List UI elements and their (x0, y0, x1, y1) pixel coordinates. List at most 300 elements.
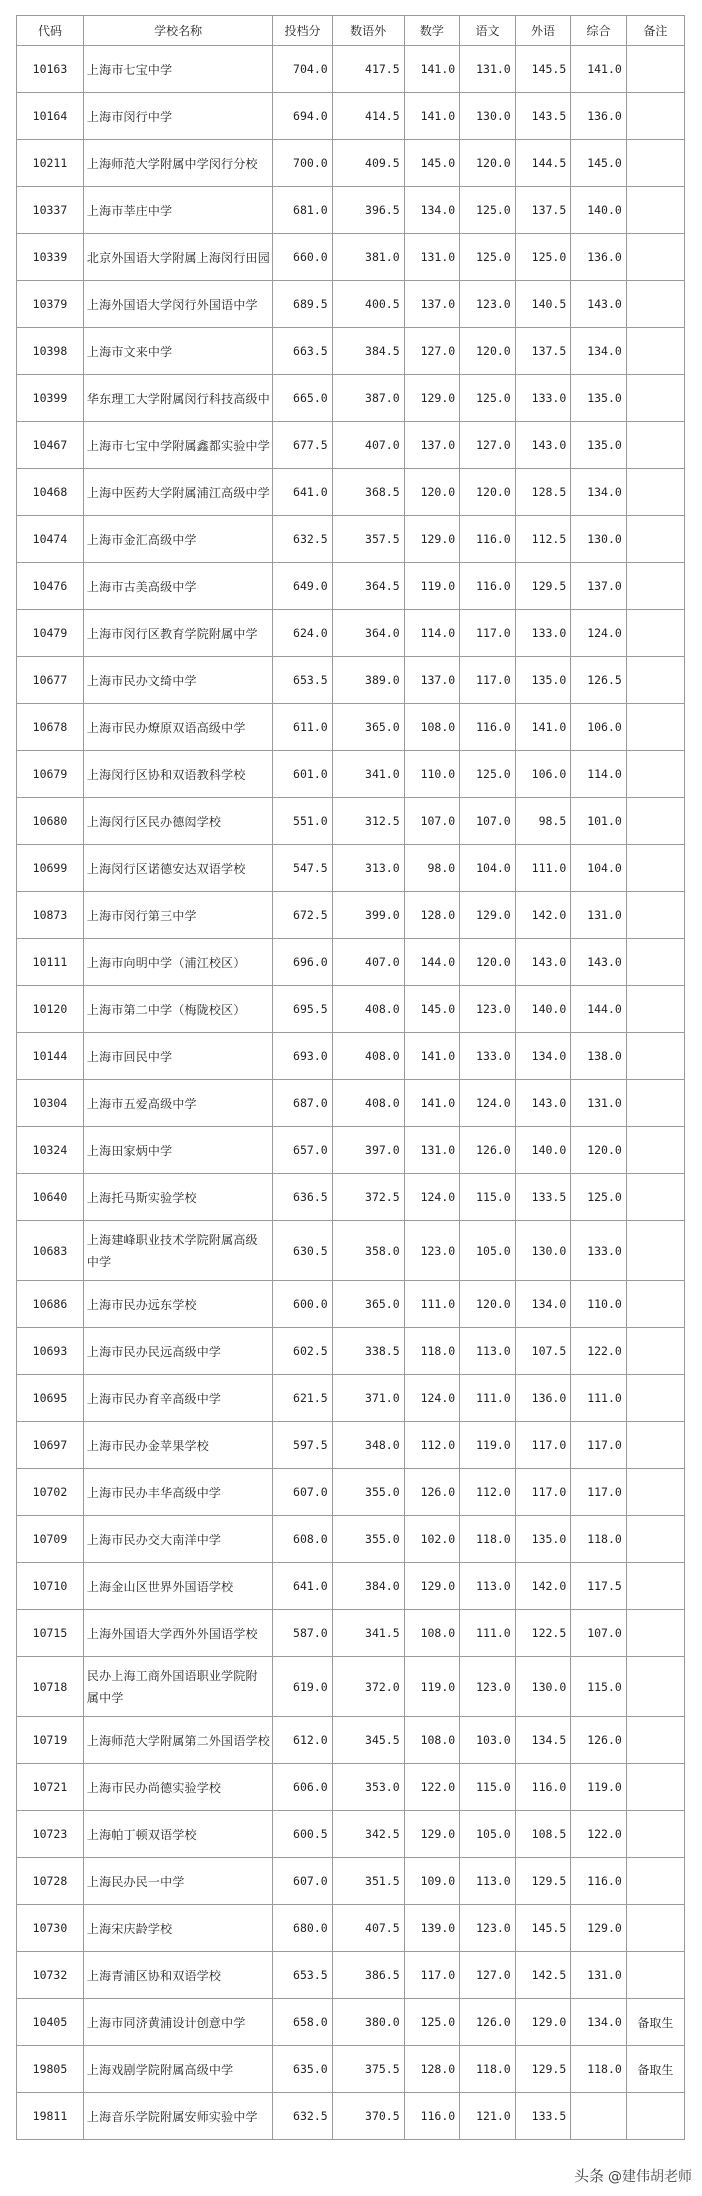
row-school-name: 上海帕丁顿双语学校 (83, 1811, 272, 1858)
row-math-chinese-english: 414.5 (332, 93, 404, 140)
table-row (17, 1328, 685, 1375)
row-math-chinese-english: 345.5 (332, 1717, 404, 1764)
row-code: 19811 (17, 2093, 84, 2140)
row-school-name: 上海建峰职业技术学院附属高级中学 (83, 1221, 272, 1281)
row-school-name: 上海市民办远东学校 (83, 1281, 272, 1328)
table-row (17, 2093, 685, 2140)
row-school-name: 上海市民办育辛高级中学 (83, 1375, 272, 1422)
row-total-score: 597.5 (273, 1422, 332, 1469)
row-remarks (626, 1033, 684, 1080)
row-math-chinese-english: 372.0 (332, 1657, 404, 1717)
row-code: 10379 (17, 281, 84, 328)
row-chinese: 111.0 (460, 1610, 516, 1657)
row-chinese: 115.0 (460, 1174, 516, 1221)
row-math: 123.0 (404, 1221, 460, 1281)
row-total-score: 630.5 (273, 1221, 332, 1281)
header-comprehensive: 综合 (571, 16, 627, 46)
row-comprehensive: 111.0 (571, 1375, 627, 1422)
row-math: 141.0 (404, 1033, 460, 1080)
table-row (17, 1127, 685, 1174)
row-math: 141.0 (404, 93, 460, 140)
row-total-score: 607.0 (273, 1858, 332, 1905)
row-math: 141.0 (404, 1080, 460, 1127)
row-math: 134.0 (404, 187, 460, 234)
row-total-score: 694.0 (273, 93, 332, 140)
row-school-name: 上海市金汇高级中学 (83, 516, 272, 563)
row-math-chinese-english: 313.0 (332, 845, 404, 892)
row-math-chinese-english: 353.0 (332, 1764, 404, 1811)
row-english: 143.0 (515, 939, 571, 986)
row-remarks (626, 986, 684, 1033)
row-total-score: 681.0 (273, 187, 332, 234)
row-chinese: 113.0 (460, 1563, 516, 1610)
row-english: 143.0 (515, 1080, 571, 1127)
row-remarks: 备取生 (626, 2046, 684, 2093)
row-comprehensive: 120.0 (571, 1127, 627, 1174)
row-math-chinese-english: 341.5 (332, 1610, 404, 1657)
table-row (17, 140, 685, 187)
row-code: 10479 (17, 610, 84, 657)
row-comprehensive: 107.0 (571, 1610, 627, 1657)
table-row (17, 1952, 685, 1999)
row-chinese: 118.0 (460, 2046, 516, 2093)
row-math: 144.0 (404, 939, 460, 986)
row-total-score: 632.5 (273, 516, 332, 563)
row-comprehensive: 131.0 (571, 1080, 627, 1127)
row-math: 124.0 (404, 1375, 460, 1422)
row-remarks (626, 657, 684, 704)
row-school-name: 上海市民办文绮中学 (83, 657, 272, 704)
row-math: 137.0 (404, 281, 460, 328)
row-comprehensive: 117.5 (571, 1563, 627, 1610)
row-math: 137.0 (404, 657, 460, 704)
row-chinese: 105.0 (460, 1811, 516, 1858)
row-total-score: 665.0 (273, 375, 332, 422)
row-comprehensive: 122.0 (571, 1328, 627, 1375)
row-code: 10111 (17, 939, 84, 986)
row-comprehensive: 143.0 (571, 939, 627, 986)
row-code: 10120 (17, 986, 84, 1033)
row-math: 125.0 (404, 1999, 460, 2046)
row-comprehensive: 101.0 (571, 798, 627, 845)
table-row (17, 516, 685, 563)
row-school-name: 上海市闵行中学 (83, 93, 272, 140)
row-school-name: 上海市民办金苹果学校 (83, 1422, 272, 1469)
row-math: 102.0 (404, 1516, 460, 1563)
row-comprehensive: 110.0 (571, 1281, 627, 1328)
row-comprehensive: 118.0 (571, 2046, 627, 2093)
row-math-chinese-english: 408.0 (332, 986, 404, 1033)
table-row (17, 610, 685, 657)
row-chinese: 129.0 (460, 892, 516, 939)
row-code: 10723 (17, 1811, 84, 1858)
row-total-score: 619.0 (273, 1657, 332, 1717)
row-math: 129.0 (404, 375, 460, 422)
row-english: 130.0 (515, 1221, 571, 1281)
row-math: 131.0 (404, 1127, 460, 1174)
row-english: 117.0 (515, 1422, 571, 1469)
row-math: 141.0 (404, 46, 460, 93)
admission-score-table (16, 15, 685, 2140)
row-comprehensive: 104.0 (571, 845, 627, 892)
row-school-name: 上海市回民中学 (83, 1033, 272, 1080)
table-row (17, 2046, 685, 2093)
table-row (17, 1610, 685, 1657)
row-school-name: 上海市莘庄中学 (83, 187, 272, 234)
row-comprehensive: 140.0 (571, 187, 627, 234)
row-math: 145.0 (404, 140, 460, 187)
row-remarks (626, 2093, 684, 2140)
row-english: 122.5 (515, 1610, 571, 1657)
table-row (17, 751, 685, 798)
table-row (17, 1563, 685, 1610)
row-total-score: 680.0 (273, 1905, 332, 1952)
row-remarks (626, 1610, 684, 1657)
row-total-score: 704.0 (273, 46, 332, 93)
row-comprehensive: 106.0 (571, 704, 627, 751)
header-english: 外语 (515, 16, 571, 46)
row-math-chinese-english: 384.0 (332, 1563, 404, 1610)
row-school-name: 上海市民办燎原双语高级中学 (83, 704, 272, 751)
row-english: 134.5 (515, 1717, 571, 1764)
row-code: 10695 (17, 1375, 84, 1422)
header-remarks: 备注 (626, 16, 684, 46)
row-code: 10337 (17, 187, 84, 234)
table-row (17, 1221, 685, 1281)
row-total-score: 611.0 (273, 704, 332, 751)
row-remarks (626, 1811, 684, 1858)
row-remarks (626, 1717, 684, 1764)
watermark-prefix: 头条 (573, 2167, 604, 2185)
row-code: 10718 (17, 1657, 84, 1717)
row-code: 19805 (17, 2046, 84, 2093)
row-english: 98.5 (515, 798, 571, 845)
row-code: 10399 (17, 375, 84, 422)
row-math-chinese-english: 387.0 (332, 375, 404, 422)
row-chinese: 116.0 (460, 563, 516, 610)
row-chinese: 112.0 (460, 1469, 516, 1516)
row-school-name: 上海中医药大学附属浦江高级中学 (83, 469, 272, 516)
row-code: 10728 (17, 1858, 84, 1905)
row-math-chinese-english: 368.5 (332, 469, 404, 516)
row-school-name: 上海市向明中学（浦江校区） (83, 939, 272, 986)
table-row (17, 1422, 685, 1469)
row-chinese: 126.0 (460, 1999, 516, 2046)
row-english: 117.0 (515, 1469, 571, 1516)
row-comprehensive: 126.0 (571, 1717, 627, 1764)
row-remarks (626, 563, 684, 610)
row-english: 134.0 (515, 1033, 571, 1080)
table-row (17, 798, 685, 845)
row-remarks (626, 1375, 684, 1422)
table-row (17, 1281, 685, 1328)
row-chinese: 104.0 (460, 845, 516, 892)
row-math: 119.0 (404, 563, 460, 610)
row-school-name: 上海外国语大学闵行外国语中学 (83, 281, 272, 328)
row-comprehensive: 118.0 (571, 1516, 627, 1563)
row-chinese: 120.0 (460, 328, 516, 375)
row-school-name: 上海音乐学院附属安师实验中学 (83, 2093, 272, 2140)
row-code: 10680 (17, 798, 84, 845)
row-total-score: 663.5 (273, 328, 332, 375)
row-math: 118.0 (404, 1328, 460, 1375)
row-math: 145.0 (404, 986, 460, 1033)
row-school-name: 民办上海工商外国语职业学院附属中学 (83, 1657, 272, 1717)
row-chinese: 118.0 (460, 1516, 516, 1563)
row-english: 143.5 (515, 93, 571, 140)
row-math: 129.0 (404, 1811, 460, 1858)
row-code: 10715 (17, 1610, 84, 1657)
table-row (17, 1717, 685, 1764)
row-remarks (626, 1516, 684, 1563)
row-chinese: 125.0 (460, 187, 516, 234)
row-remarks: 备取生 (626, 1999, 684, 2046)
row-code: 10678 (17, 704, 84, 751)
score-table-container (16, 15, 685, 2140)
table-row (17, 845, 685, 892)
row-math-chinese-english: 312.5 (332, 798, 404, 845)
row-total-score: 602.5 (273, 1328, 332, 1375)
row-chinese: 107.0 (460, 798, 516, 845)
row-code: 10468 (17, 469, 84, 516)
row-remarks (626, 93, 684, 140)
row-math-chinese-english: 375.5 (332, 2046, 404, 2093)
row-english: 106.0 (515, 751, 571, 798)
row-remarks (626, 328, 684, 375)
row-school-name: 上海民办民一中学 (83, 1858, 272, 1905)
table-row (17, 1469, 685, 1516)
row-code: 10324 (17, 1127, 84, 1174)
row-remarks (626, 1281, 684, 1328)
row-comprehensive: 136.0 (571, 93, 627, 140)
row-code: 10467 (17, 422, 84, 469)
row-chinese: 125.0 (460, 751, 516, 798)
row-math-chinese-english: 342.5 (332, 1811, 404, 1858)
row-school-name: 上海市闵行区教育学院附属中学 (83, 610, 272, 657)
row-math: 127.0 (404, 328, 460, 375)
row-remarks (626, 845, 684, 892)
row-math-chinese-english: 370.5 (332, 2093, 404, 2140)
row-remarks (626, 1563, 684, 1610)
row-english: 140.0 (515, 986, 571, 1033)
row-math: 128.0 (404, 892, 460, 939)
row-remarks (626, 375, 684, 422)
table-row (17, 234, 685, 281)
row-chinese: 117.0 (460, 657, 516, 704)
row-english: 140.0 (515, 1127, 571, 1174)
table-row (17, 93, 685, 140)
row-comprehensive: 131.0 (571, 892, 627, 939)
row-remarks (626, 1952, 684, 1999)
row-code: 10732 (17, 1952, 84, 1999)
row-comprehensive: 131.0 (571, 1952, 627, 1999)
row-english: 130.0 (515, 1657, 571, 1717)
header-school-name: 学校名称 (83, 16, 272, 46)
row-school-name: 上海闵行区民办德闳学校 (83, 798, 272, 845)
row-math: 112.0 (404, 1422, 460, 1469)
row-math-chinese-english: 407.0 (332, 422, 404, 469)
header-total-score: 投档分 (273, 16, 332, 46)
row-code: 10702 (17, 1469, 84, 1516)
row-remarks (626, 187, 684, 234)
row-english: 144.5 (515, 140, 571, 187)
row-remarks (626, 516, 684, 563)
row-chinese: 117.0 (460, 610, 516, 657)
row-math-chinese-english: 417.5 (332, 46, 404, 93)
row-chinese: 121.0 (460, 2093, 516, 2140)
row-total-score: 653.5 (273, 657, 332, 704)
row-remarks (626, 939, 684, 986)
row-school-name: 上海托马斯实验学校 (83, 1174, 272, 1221)
row-english: 142.5 (515, 1952, 571, 1999)
row-chinese: 120.0 (460, 469, 516, 516)
row-math-chinese-english: 400.5 (332, 281, 404, 328)
table-row (17, 1174, 685, 1221)
table-row (17, 281, 685, 328)
row-code: 10679 (17, 751, 84, 798)
row-remarks (626, 1469, 684, 1516)
row-math-chinese-english: 407.0 (332, 939, 404, 986)
row-total-score: 693.0 (273, 1033, 332, 1080)
row-school-name: 上海市七宝中学 (83, 46, 272, 93)
row-total-score: 641.0 (273, 1563, 332, 1610)
watermark (574, 2165, 692, 2186)
row-school-name: 上海市民办尚德实验学校 (83, 1764, 272, 1811)
row-math-chinese-english: 389.0 (332, 657, 404, 704)
row-comprehensive: 134.0 (571, 328, 627, 375)
row-math-chinese-english: 384.5 (332, 328, 404, 375)
row-school-name: 上海戏剧学院附属高级中学 (83, 2046, 272, 2093)
row-remarks (626, 1174, 684, 1221)
row-total-score: 551.0 (273, 798, 332, 845)
row-total-score: 632.5 (273, 2093, 332, 2140)
row-school-name: 上海市古美高级中学 (83, 563, 272, 610)
row-comprehensive: 119.0 (571, 1764, 627, 1811)
row-math: 117.0 (404, 1952, 460, 1999)
row-chinese: 133.0 (460, 1033, 516, 1080)
row-total-score: 624.0 (273, 610, 332, 657)
table-body (17, 46, 685, 2140)
row-math-chinese-english: 407.5 (332, 1905, 404, 1952)
row-code: 10476 (17, 563, 84, 610)
row-chinese: 126.0 (460, 1127, 516, 1174)
row-math-chinese-english: 408.0 (332, 1033, 404, 1080)
row-english: 135.0 (515, 657, 571, 704)
table-row (17, 704, 685, 751)
row-chinese: 119.0 (460, 1422, 516, 1469)
row-english: 133.0 (515, 375, 571, 422)
row-school-name: 上海市民办丰华高级中学 (83, 1469, 272, 1516)
row-total-score: 653.5 (273, 1952, 332, 1999)
row-chinese: 111.0 (460, 1375, 516, 1422)
row-code: 10474 (17, 516, 84, 563)
row-math-chinese-english: 399.0 (332, 892, 404, 939)
row-code: 10405 (17, 1999, 84, 2046)
row-english: 125.0 (515, 234, 571, 281)
row-code: 10709 (17, 1516, 84, 1563)
row-math: 108.0 (404, 1717, 460, 1764)
row-math: 139.0 (404, 1905, 460, 1952)
row-comprehensive: 116.0 (571, 1858, 627, 1905)
row-remarks (626, 1764, 684, 1811)
row-math-chinese-english: 365.0 (332, 704, 404, 751)
row-math: 129.0 (404, 1563, 460, 1610)
row-school-name: 上海师范大学附属第二外国语学校 (83, 1717, 272, 1764)
row-total-score: 547.5 (273, 845, 332, 892)
watermark-handle: @建伟胡老师 (608, 2168, 692, 2185)
row-math-chinese-english: 357.5 (332, 516, 404, 563)
row-school-name: 上海田家炳中学 (83, 1127, 272, 1174)
row-school-name: 上海外国语大学西外外国语学校 (83, 1610, 272, 1657)
row-code: 10710 (17, 1563, 84, 1610)
table-row (17, 986, 685, 1033)
row-school-name: 上海宋庆龄学校 (83, 1905, 272, 1952)
row-chinese: 115.0 (460, 1764, 516, 1811)
row-comprehensive: 135.0 (571, 422, 627, 469)
row-english: 128.5 (515, 469, 571, 516)
row-total-score: 658.0 (273, 1999, 332, 2046)
row-remarks (626, 1328, 684, 1375)
row-english: 108.5 (515, 1811, 571, 1858)
row-comprehensive: 117.0 (571, 1469, 627, 1516)
row-math: 107.0 (404, 798, 460, 845)
row-code: 10144 (17, 1033, 84, 1080)
row-remarks (626, 46, 684, 93)
row-math: 126.0 (404, 1469, 460, 1516)
row-english: 140.5 (515, 281, 571, 328)
row-total-score: 672.5 (273, 892, 332, 939)
row-math-chinese-english: 365.0 (332, 1281, 404, 1328)
row-total-score: 700.0 (273, 140, 332, 187)
row-total-score: 601.0 (273, 751, 332, 798)
row-comprehensive: 133.0 (571, 1221, 627, 1281)
row-english: 141.0 (515, 704, 571, 751)
table-row (17, 375, 685, 422)
row-school-name: 上海市同济黄浦设计创意中学 (83, 1999, 272, 2046)
table-row (17, 1375, 685, 1422)
row-school-name: 上海市文来中学 (83, 328, 272, 375)
row-english: 129.5 (515, 563, 571, 610)
row-english: 142.0 (515, 1563, 571, 1610)
row-math: 124.0 (404, 1174, 460, 1221)
row-remarks (626, 234, 684, 281)
row-chinese: 130.0 (460, 93, 516, 140)
row-chinese: 123.0 (460, 1905, 516, 1952)
row-math-chinese-english: 355.0 (332, 1516, 404, 1563)
row-remarks (626, 892, 684, 939)
row-total-score: 696.0 (273, 939, 332, 986)
row-code: 10686 (17, 1281, 84, 1328)
header-math-chinese-english: 数语外 (332, 16, 404, 46)
row-english: 116.0 (515, 1764, 571, 1811)
table-row (17, 892, 685, 939)
row-total-score: 607.0 (273, 1469, 332, 1516)
row-english: 112.5 (515, 516, 571, 563)
row-math-chinese-english: 351.5 (332, 1858, 404, 1905)
row-comprehensive: 117.0 (571, 1422, 627, 1469)
row-comprehensive: 141.0 (571, 46, 627, 93)
row-math: 108.0 (404, 704, 460, 751)
row-math: 129.0 (404, 516, 460, 563)
row-remarks (626, 1422, 684, 1469)
row-english: 137.5 (515, 187, 571, 234)
row-chinese: 105.0 (460, 1221, 516, 1281)
row-math-chinese-english: 372.5 (332, 1174, 404, 1221)
table-row (17, 1657, 685, 1717)
table-row (17, 1811, 685, 1858)
table-row (17, 1516, 685, 1563)
row-school-name: 上海市五爱高级中学 (83, 1080, 272, 1127)
